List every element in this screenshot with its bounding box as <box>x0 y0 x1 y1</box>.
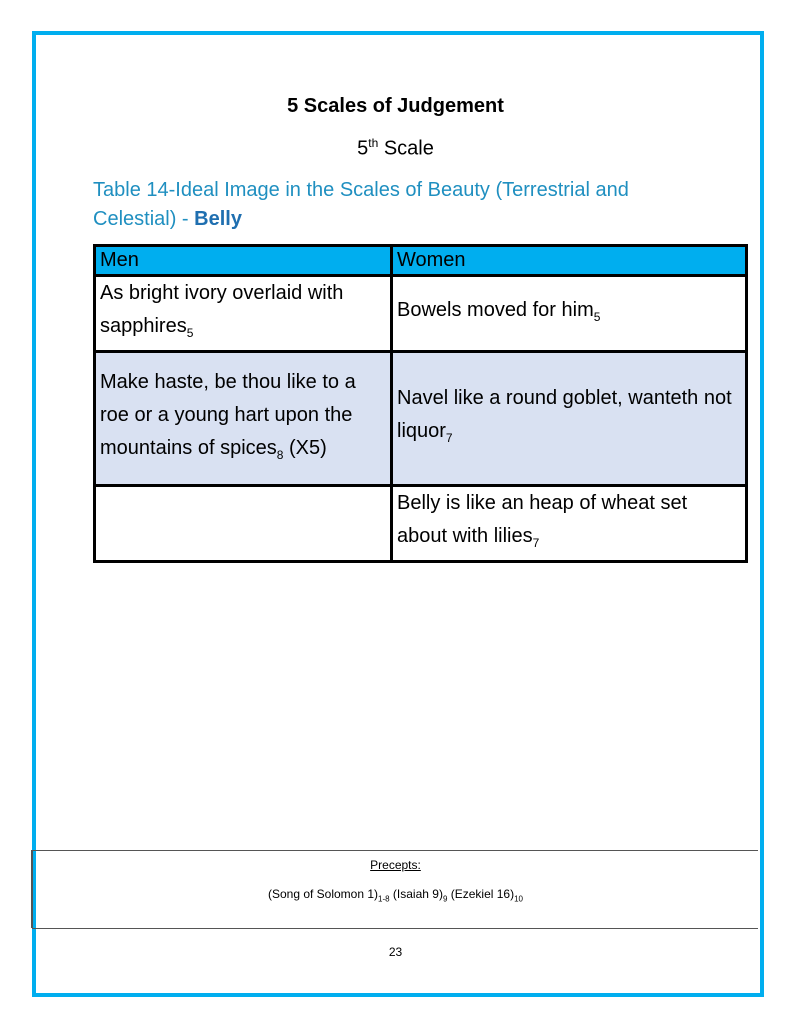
cell-text: As bright ivory overlaid with sapphires <box>100 282 344 337</box>
cell-women <box>392 486 747 562</box>
comparison-table <box>93 244 748 563</box>
table-row <box>95 486 747 562</box>
caption-bold: Belly <box>194 208 242 230</box>
cell-footnote: 5 <box>186 326 194 340</box>
cell-women <box>392 276 747 352</box>
footer-divider-top <box>32 850 758 851</box>
cell-men <box>95 352 392 486</box>
cell-text: Navel like a round goblet, wanteth not liquor <box>397 387 732 442</box>
reference-3: (Ezekiel 16) <box>447 887 515 901</box>
cell-footnote: 7 <box>532 536 540 550</box>
reference-1: (Song of Solomon 1) <box>267 887 379 901</box>
cell-footnote: 7 <box>445 431 453 445</box>
subtitle-ordinal: th <box>368 136 379 150</box>
cell-women <box>392 352 747 486</box>
reference-2: (Isaiah 9) <box>389 887 443 901</box>
footer-divider-bottom <box>32 928 758 929</box>
caption-text: Table 14-Ideal Image in the Scales of Beauty (Terrestrial and Celestial) - <box>93 179 629 230</box>
subtitle-text: Scale <box>378 137 434 160</box>
cell-men-empty <box>95 486 392 562</box>
precepts-label: Precepts: <box>370 858 421 872</box>
table-caption <box>93 176 713 234</box>
table-header-row <box>95 246 747 276</box>
cell-text: Belly is like an heap of wheat set about with lilies <box>397 492 688 547</box>
precepts-references <box>0 887 791 903</box>
header-women: Women <box>392 246 747 276</box>
reference-3-verses: 10 <box>514 894 524 904</box>
table-row <box>95 352 747 486</box>
header-men: Men <box>95 246 392 276</box>
cell-text: Make haste, be thou like to a roe or a young hart upon the mountains of spices <box>100 370 356 459</box>
cell-men <box>95 276 392 352</box>
table-row <box>95 276 747 352</box>
subtitle-number: 5 <box>357 137 369 160</box>
cell-footnote: 5 <box>593 309 601 324</box>
page-title: 5 Scales of Judgement <box>287 95 504 117</box>
page-number: 23 <box>388 945 403 959</box>
cell-footnote: 8 <box>276 447 284 462</box>
reference-2-verses: 9 <box>442 894 448 904</box>
reference-1-verses: 1-8 <box>378 894 390 904</box>
cell-text: Bowels moved for him <box>397 298 594 321</box>
cell-suffix: (X5) <box>283 436 327 459</box>
page-subtitle <box>0 136 791 161</box>
